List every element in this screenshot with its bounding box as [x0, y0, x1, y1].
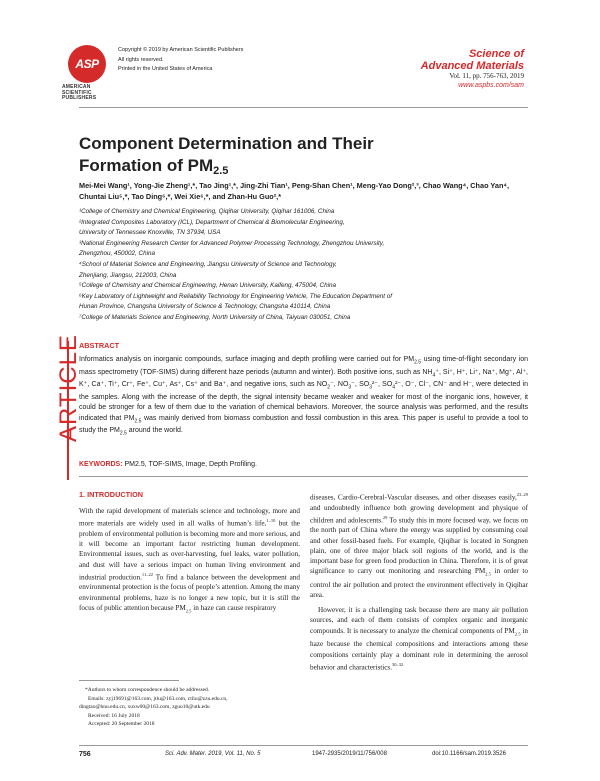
title-line2 [79, 155, 499, 182]
copyright-notice [118, 46, 243, 75]
affiliation-line: ²Integrated Composites Laboratory (ICL), Department of Chemical & Biomolecular Engineering, [79, 218, 345, 226]
abstract-text: Informatics analysis on inorganic compounds, surface imaging and depth profiling were carried out for PM [79, 356, 415, 363]
citation-ref[interactable]: 11–22 [141, 571, 154, 577]
paragraph-text: To find a balance between the development and environmental protection is the focus of people’s attention. Among the many environmental problems, haze is no longer a new topic, but it is still the focus of public attention because PM [79, 573, 300, 612]
article-side-label: ARTICLE [55, 334, 82, 442]
subscript: 2.5 [485, 571, 491, 577]
paragraph-text: However, it is a challenging task because there are many air pollution sources, and each of them consists of complex organic and inorganic compounds. It is necessary to analyze the chemical components of PM [310, 606, 528, 635]
keywords [79, 461, 257, 468]
paragraph [310, 605, 528, 672]
received-date: Received: 16 July 2018 [88, 712, 140, 719]
issn: 1947-2935/2019/11/756/008 [312, 751, 387, 757]
abstract-text: ²⁻, O⁻, Cl⁻, CN⁻ and H⁻, were detected in the samples. Along with the increase of the depth, the signal intensity became weaker and weaker for most of the inorganic ions, however, it could be stronger for a few of them due to the variation of chemical behaviors. Moreover, the source analysis was performed, and the results indicated that PM [79, 381, 528, 422]
journal-name-line1: Science of [468, 48, 524, 60]
abstract-text: ⁺, Si⁺, H⁺, Li⁺, Na⁺, Mg⁺, Al⁺, K⁺, Ca⁺, Ti⁺, Cr⁺, Fe⁺, Cu⁺, As⁺, Cs⁺ and Ba⁺, and negative ions, such as NO [79, 368, 528, 389]
subscript: 4 [392, 384, 396, 391]
keywords-label: KEYWORDS: [79, 461, 123, 468]
title-line1: Component Determination and Their [79, 134, 374, 153]
subscript: 2.5 [514, 631, 521, 637]
footnote-divider [79, 680, 179, 681]
abstract-text: ⁻, NO [330, 381, 349, 389]
subscript: 2.5 [119, 430, 127, 437]
publisher-name-line: SCIENTIFIC [62, 89, 92, 96]
subscript: 2.5 [414, 359, 422, 366]
journal-url[interactable]: www.aspbs.com/sam [458, 82, 524, 89]
abstract-text: ⁻, SO [351, 381, 370, 389]
citation: Sci. Adv. Mater. 2019, Vol. 11, No. 5 [165, 751, 261, 757]
affiliation-line: ¹College of Chemistry and Chemical Engineering, Qiqihar University, Qiqihar 161006, China [79, 208, 335, 215]
affiliation-line: ⁶Key Laboratory of Lightweight and Reliability Technology for Engineering Vehicle, The Education Department of [79, 292, 392, 300]
paragraph-text: and undoubtedly influence both growing development and physique of children and adolescents. [310, 503, 528, 525]
body-column-left [79, 490, 300, 616]
footer-divider [79, 745, 528, 746]
affiliation-line: ⁵College of Chemistry and Chemical Engineering, Henan University, Kaifeng, 475004, China [79, 282, 336, 290]
footnote [79, 686, 300, 729]
paragraph-text: in order to control the air pollution and protect the environment effectively in Qiqihar area. [310, 567, 528, 600]
affiliation-line: Zhenjiang, Jiangsu, 212003, China [79, 271, 177, 279]
affiliation-line: Zhengzhou, 450002, China [79, 250, 155, 258]
asp-logo-icon: ASP [68, 45, 106, 83]
paragraph-text: With the rapid development of materials science and technology, more and more materials are widely used in all walks of human’s life, [79, 507, 300, 528]
subscript: 4 [432, 372, 436, 379]
abstract-body [79, 355, 528, 439]
publisher-name-line: AMERICAN [62, 84, 91, 90]
affiliation-line: University of Tennessee Knoxville, TN 37934, USA [79, 229, 221, 237]
paragraph-text: in haze can cause respiratory [191, 603, 277, 612]
paragraph-text: To study this in more focused way, we focus on the north part of China where the energy was supplied by consuming coal and other fossil-based fuels. For example, Qiqihar is located in Songnen plain, one of three major black soil regions of the world, and is the important base for green food production in China. Therefore, it is of great significance to carry out monitoring and researching PM [310, 516, 528, 576]
citation-ref[interactable]: 29 [382, 514, 388, 520]
affiliation-line: Hunan Province, Changsha University of Science & Technology, Changsha 410114, China [79, 303, 331, 311]
abstract-text: around the world. [126, 427, 183, 435]
abstract-text: was mainly derived from biomass combustion and fossil combustion in this area. This paper is useful to provide a tool to study the PM [79, 414, 528, 435]
paragraph [310, 490, 528, 600]
subscript: 2 [327, 384, 331, 391]
copyright-line: Copyright © 2019 by American Scientific Publishers [118, 47, 244, 53]
subscript: 3 [369, 384, 372, 391]
title-text: Formation of PM [79, 156, 214, 175]
affiliation-line: ³National Engineering Research Center for Advanced Polymer Processing Technology, Zhengzhou University, [79, 239, 385, 247]
accepted-date: Accepted: 20 September 2018 [88, 721, 155, 728]
affiliation-line: ⁷College of Materials Science and Engineering, North University of China, Taiyuan 030051, China [79, 313, 351, 321]
abstract-divider [79, 476, 528, 477]
journal-name-line2: Advanced Materials [420, 60, 524, 72]
citation-ref[interactable]: 30–32 [392, 661, 404, 667]
author-emails: dingtao@hnu.edu.cn, xuxw00@163.com, zguo10@utk.edu [79, 704, 210, 711]
publisher-name-line: PUBLISHERS [62, 95, 97, 101]
subscript: 2.5 [134, 418, 142, 425]
section-heading-introduction: 1. INTRODUCTION [79, 490, 144, 499]
author-emails: Emails: zyj19691@163.com, jtlu@163.com, ctliu@zzu.edu.cn, [88, 695, 228, 702]
journal-volume: Vol. 11, pp. 756-763, 2019 [449, 72, 524, 80]
header-divider [79, 107, 528, 108]
paragraph-text: in haze because the chemical compositions and interactions among these compositions certainly play a dominant role in determining the aerosol behavior and characteristics. [310, 626, 528, 672]
paragraph-text: but the problem of environmental pollution is becoming more and more serious, and it will become an important factor restricting human development. Environmental issues, such as over-harvesting, fuel leaks, water pollution, and dust will have a serious impact on human living environment and industrial production. [79, 519, 300, 582]
title-subscript: 2.5 [213, 165, 229, 177]
affiliations [79, 207, 519, 324]
abstract-heading: ABSTRACT [79, 341, 120, 350]
citation-ref[interactable]: 23–29 [516, 492, 528, 497]
doi[interactable]: doi:10.1166/sam.2019.3526 [432, 751, 506, 757]
paragraph-text: diseases, Cardio-Cerebral-Vascular diseases, and other diseases easily, [310, 493, 517, 502]
abstract-text: using time-of-flight secondary ion mass spectrometry (TOF-SIMS) during different haze periods (autumn and winter). Both positive ions, such as NH [79, 356, 528, 376]
copyright-line: All rights reserved. [118, 56, 164, 63]
copyright-line: Printed in the United States of America [118, 66, 213, 72]
keywords-text: PM2.5, TOF-SIMS, Image, Depth Profiling. [122, 461, 257, 468]
paragraph [79, 506, 300, 616]
journal-masthead [421, 48, 524, 90]
affiliation-line: ⁴School of Material Science and Engineering, Jiangsu University of Science and Technology, [79, 260, 337, 268]
publisher-name [62, 85, 112, 102]
subscript: 3 [348, 384, 352, 391]
citation-ref[interactable]: 1–10 [266, 518, 276, 524]
page-number: 756 [79, 751, 91, 758]
article-title [79, 133, 499, 182]
abstract-text: ²⁻, SO [371, 381, 393, 389]
publisher-logo [62, 45, 112, 101]
body-column-right [310, 490, 528, 672]
correspondence-note: *Authors to whom correspondence should be addressed. [85, 687, 210, 693]
subscript: 2.5 [185, 608, 192, 614]
author-list: Mei-Mei Wang¹, Yong-Jie Zheng¹,*, Tao Jing¹,*, Jing-Zhi Tian¹, Peng-Shan Chen¹, Meng-Yao Dong²,³, Chao Wang⁴, Chao Yan⁴, Chuntai Liu⁵,*, Tao Ding⁶,*, Wei Xie⁶,*, and Zhan-Hu Guo²,* [79, 181, 510, 201]
